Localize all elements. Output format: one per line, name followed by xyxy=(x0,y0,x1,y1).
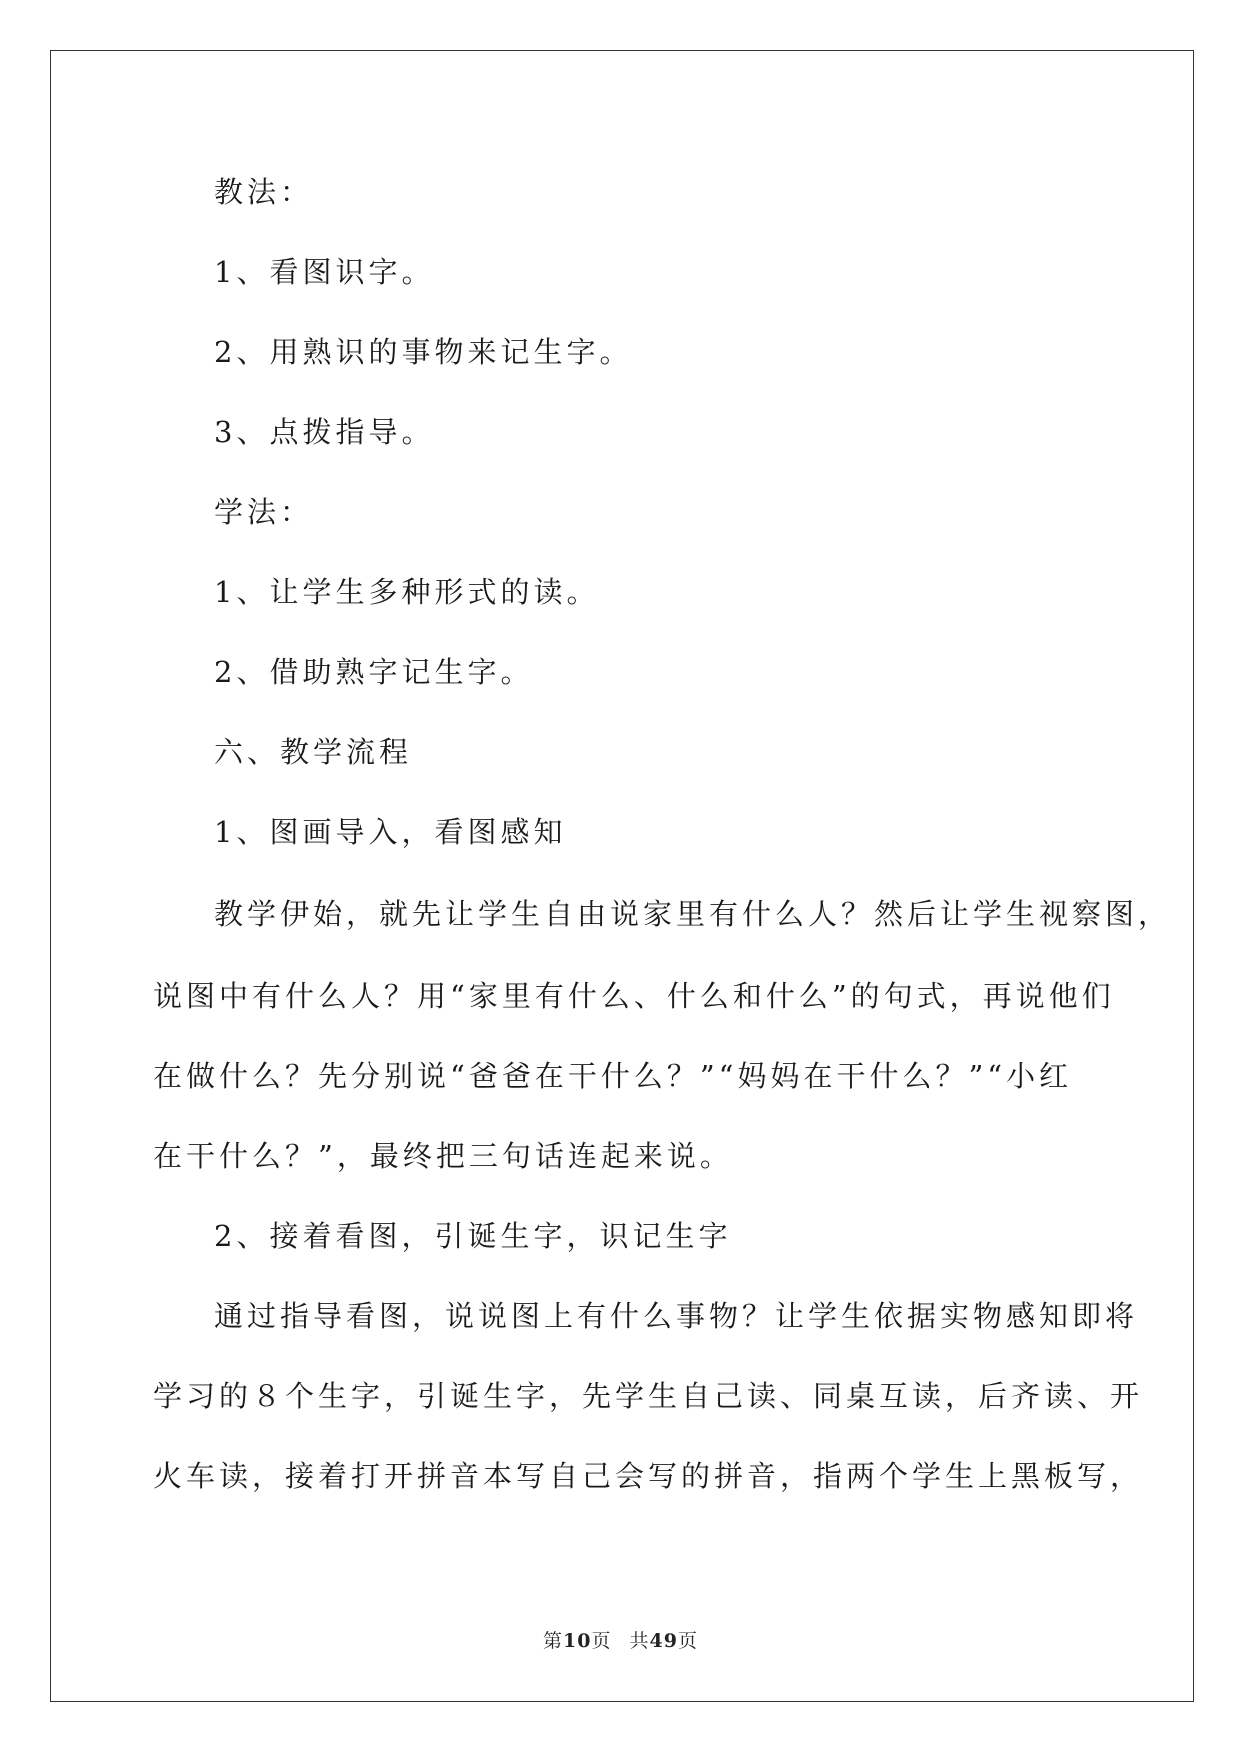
paragraph-line: 在做什么？先分别说“爸爸在干什么？”“妈妈在干什么？”“小红 xyxy=(153,1059,1073,1093)
footer-total-suffix: 页 xyxy=(677,1630,698,1652)
footer-page-suffix: 页 xyxy=(591,1630,612,1652)
list-item: 1、让学生多种形式的读。 xyxy=(214,575,600,609)
section-heading: 六、教学流程 xyxy=(214,735,413,769)
paragraph-line: 火车读，接着打开拼音本写自己会写的拼音，指两个学生上黑板写， xyxy=(153,1459,1144,1493)
footer-page-current: 10 xyxy=(563,1630,592,1652)
paragraph-line: 学习的８个生字，引诞生字，先学生自己读、同桌互读，后齐读、开 xyxy=(153,1379,1144,1413)
subsection-heading: 2、接着看图，引诞生字，识记生字 xyxy=(214,1219,732,1253)
heading-teaching-method: 教法： xyxy=(214,175,314,209)
page-footer xyxy=(0,1626,1241,1653)
paragraph-line: 教学伊始，就先让学生自由说家里有什么人？然后让学生视察图， xyxy=(214,897,1172,931)
paragraph-line: 在干什么？”，最终把三句话连起来说。 xyxy=(153,1139,733,1173)
list-item: 2、用熟识的事物来记生字。 xyxy=(214,335,633,369)
list-item: 3、点拨指导。 xyxy=(214,415,435,449)
heading-learning-method: 学法： xyxy=(214,495,314,529)
footer-page-total: 49 xyxy=(649,1630,678,1652)
page-border xyxy=(50,50,1194,1702)
paragraph-line: 说图中有什么人？用“家里有什么、什么和什么”的句式，再说他们 xyxy=(153,979,1115,1013)
footer-total-prefix: 共 xyxy=(629,1630,650,1652)
footer-page-prefix: 第 xyxy=(543,1630,564,1652)
list-item: 2、借助熟字记生字。 xyxy=(214,655,534,689)
list-item: 1、看图识字。 xyxy=(214,255,435,289)
subsection-heading: 1、图画导入，看图感知 xyxy=(214,815,567,849)
paragraph-line: 通过指导看图，说说图上有什么事物？让学生依据实物感知即将 xyxy=(214,1299,1139,1333)
